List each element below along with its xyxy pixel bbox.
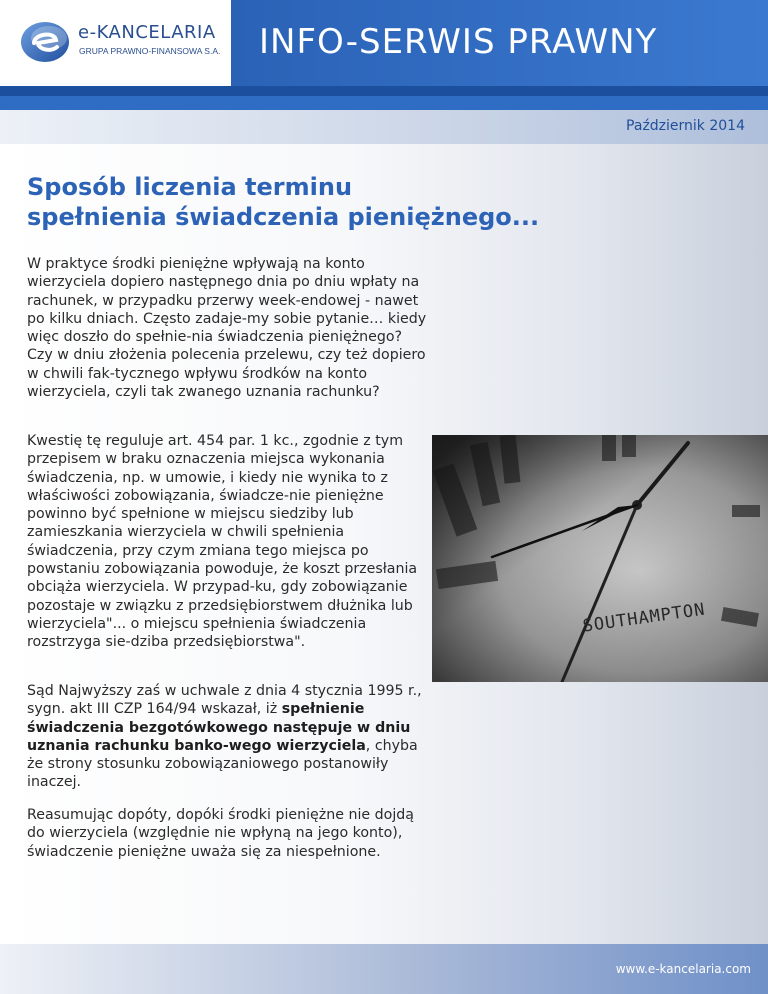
paragraph-3 <box>27 682 427 792</box>
paragraph-3-start: Sąd Najwyższy zaś w uchwale z dnia 4 stycznia 1995 r., sygn. akt III CZP 164/94 wskazał, iż <box>27 683 422 718</box>
clock-icon <box>432 435 768 682</box>
paragraph-3-bold: spełnienie świadczenia bezgotówkowego następuje w dniu uznania rachunku banko-wego wierzyciela <box>27 701 411 754</box>
header-divider-light <box>0 96 768 110</box>
paragraph-3-end: , chyba że strony stosunku zobowiązaniowego postanowiły inaczej. <box>27 737 418 791</box>
clock-photo <box>432 435 768 682</box>
headline-line-1: Sposób liczenia terminu <box>27 173 353 201</box>
paragraph-4: Reasumując dopóty, dopóki środki pieniężne nie dojdą do wierzyciela (względnie nie wpłyną na jego konto), świadczenie pieniężne uważa się za niespełnione. <box>27 807 414 860</box>
issue-date: Październik 2014 <box>626 118 745 134</box>
page-title: INFO-SERWIS PRAWNY <box>259 22 658 62</box>
e-logo-icon <box>18 16 74 66</box>
paragraph-1: W praktyce środki pieniężne wpływają na konto wierzyciela dopiero następnego dnia po dniu wpłaty na rachunek, w przypadku przerwy week-endowej - nawet po kilku dniach. Często zadaje-my sobie pytanie… kiedy więc doszło do spełnie-nia świadczenia pieniężnego? Czy w dniu złożenia polecenia przelewu, czy też dopiero w chwili fak-tycznego wpływu środków na konto wierzyciela, czyli tak zwanego uznania rachunku? <box>27 256 427 401</box>
footer-url-link[interactable]: www.e-kancelaria.com <box>615 962 751 976</box>
article-headline <box>27 172 547 232</box>
logo-name: e-KANCELARIA <box>78 22 216 43</box>
header-divider <box>0 86 768 96</box>
headline-line-2: spełnienia świadczenia pieniężnego... <box>27 203 540 231</box>
paragraph-2: Kwestię tę reguluje art. 454 par. 1 kc., zgodnie z tym przepisem w braku oznaczenia miejsca wykonania świadczenia, np. w umowie, i kiedy nie wynika to z właściwości zobowiązania, świadcze-nie pieniężne powinno być spełnione w miejscu siedziby lub zamieszkania wierzyciela w chwili spełnienia świadczenia, przy czym zmiana tego miejsca po powstaniu zobowiązania powoduje, że koszt przesłania obciąża wierzyciela. W przypad-ku, gdy zobowiązanie pozostaje w związku z przedsiębiorstwem dłużnika lub wierzyciela"... o miejscu spełnienia świadczenia rozstrzyga sie-dziba przedsiębiorstwa". <box>27 433 418 651</box>
logo-subtitle: GRUPA PRAWNO-FINANSOWA S.A. <box>79 46 221 56</box>
title-banner <box>231 0 768 86</box>
logo[interactable] <box>0 0 231 86</box>
